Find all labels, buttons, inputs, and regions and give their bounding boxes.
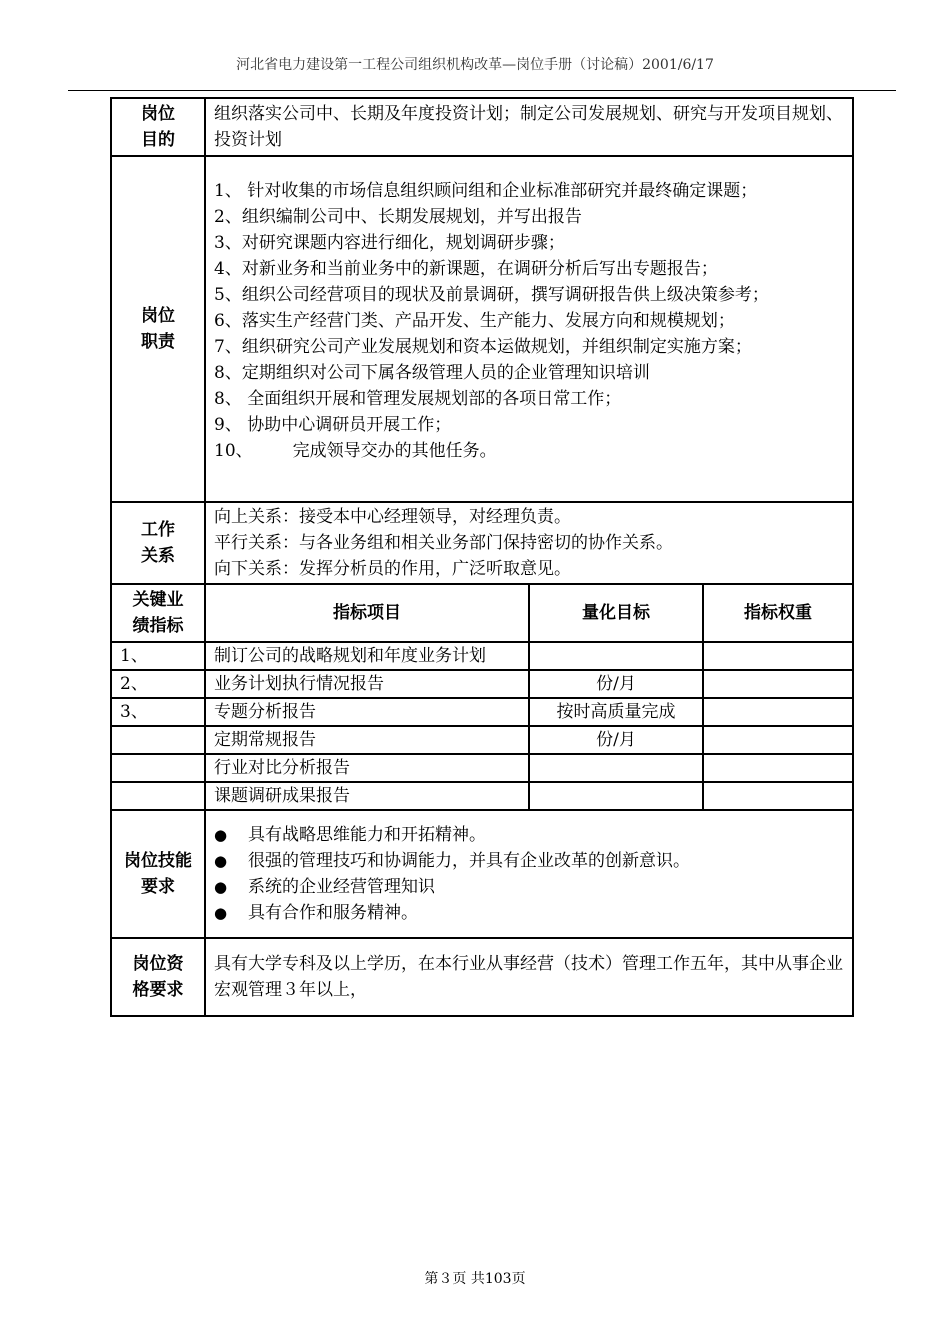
kpi-no: 2、 [111, 670, 205, 698]
qualification-text: 具有大学专科及以上学历，在本行业从事经营（技术）管理工作五年，其中从事企业宏观管理３年以上， [205, 938, 853, 1016]
kpi-target: 按时高质量完成 [529, 698, 703, 726]
skills-list [205, 810, 853, 938]
kpi-weight [703, 642, 853, 670]
duty-item: 8、 全面组织开展和管理发展规划部的各项日常工作； [214, 389, 622, 409]
duties-row [111, 156, 853, 502]
kpi-weight [703, 754, 853, 782]
kpi-header-weight: 指标权重 [703, 584, 853, 642]
duty-item: 1、 针对收集的市场信息组织顾问组和企业标准部研究并最终确定课题； [214, 181, 758, 201]
relation-down: 向下关系：发挥分析员的作用，广泛听取意见。 [214, 559, 571, 579]
duty-item: 10、 完成领导交办的其他任务。 [214, 441, 497, 461]
purpose-row [111, 98, 853, 156]
kpi-header-item: 指标项目 [205, 584, 529, 642]
header-rule [68, 90, 896, 91]
kpi-target [529, 754, 703, 782]
relation-up: 向上关系：接受本中心经理领导，对经理负责。 [214, 507, 571, 527]
kpi-target: 份/月 [529, 726, 703, 754]
kpi-item: 课题调研成果报告 [205, 782, 529, 810]
kpi-no [111, 782, 205, 810]
kpi-item: 定期常规报告 [205, 726, 529, 754]
qualification-row [111, 938, 853, 1016]
kpi-row [111, 642, 853, 670]
kpi-no: 3、 [111, 698, 205, 726]
purpose-label: 岗位 目的 [111, 98, 205, 156]
kpi-item: 制订公司的战略规划和年度业务计划 [205, 642, 529, 670]
skills-row [111, 810, 853, 938]
relation-peer: 平行关系：与各业务组和相关业务部门保持密切的协作关系。 [214, 533, 673, 553]
skills-label: 岗位技能 要求 [111, 810, 205, 938]
job-description-table [110, 97, 854, 1017]
kpi-row [111, 754, 853, 782]
duty-item: 5、组织公司经营项目的现状及前景调研，撰写调研报告供上级决策参考； [214, 285, 769, 305]
purpose-text: 组织落实公司中、长期及年度投资计划；制定公司发展规划、研究与开发项目规划、投资计划 [205, 98, 853, 156]
kpi-row [111, 782, 853, 810]
kpi-no [111, 726, 205, 754]
kpi-label: 关键业 绩指标 [111, 584, 205, 642]
kpi-target [529, 782, 703, 810]
kpi-no [111, 754, 205, 782]
kpi-row [111, 670, 853, 698]
skill-item: ● 系统的企业经营管理知识 [214, 874, 844, 900]
skill-item: ● 具有合作和服务精神。 [214, 900, 844, 926]
relations-text [205, 502, 853, 584]
duty-item: 4、对新业务和当前业务中的新课题，在调研分析后写出专题报告； [214, 259, 718, 279]
page-footer: 第３页 共103页 [424, 1271, 526, 1287]
qualification-label: 岗位资 格要求 [111, 938, 205, 1016]
relations-label: 工作 关系 [111, 502, 205, 584]
kpi-header-row [111, 584, 853, 642]
kpi-no: 1、 [111, 642, 205, 670]
kpi-header-target: 量化目标 [529, 584, 703, 642]
kpi-row [111, 698, 853, 726]
duty-item: 9、 协助中心调研员开展工作； [214, 415, 452, 435]
skill-item: ● 具有战略思维能力和开拓精神。 [214, 822, 844, 848]
duty-item: 2、组织编制公司中、长期发展规划，并写出报告 [214, 207, 582, 227]
kpi-row [111, 726, 853, 754]
kpi-weight [703, 726, 853, 754]
duty-item: 7、组织研究公司产业发展规划和资本运做规划，并组织制定实施方案； [214, 337, 752, 357]
relations-row [111, 502, 853, 584]
kpi-weight [703, 670, 853, 698]
duties-list [205, 156, 853, 502]
duties-label: 岗位 职责 [111, 156, 205, 502]
kpi-item: 专题分析报告 [205, 698, 529, 726]
duty-item: 8、定期组织对公司下属各级管理人员的企业管理知识培训 [214, 363, 650, 383]
duty-item: 3、对研究课题内容进行细化，规划调研步骤； [214, 233, 565, 253]
kpi-item: 业务计划执行情况报告 [205, 670, 529, 698]
kpi-item: 行业对比分析报告 [205, 754, 529, 782]
kpi-weight [703, 698, 853, 726]
kpi-target: 份/月 [529, 670, 703, 698]
page-header: 河北省电力建设第一工程公司组织机构改革—岗位手册（讨论稿）2001/6/17 [236, 57, 714, 73]
kpi-target [529, 642, 703, 670]
duty-item: 6、落实生产经营门类、产品开发、生产能力、发展方向和规模规划； [214, 311, 735, 331]
kpi-weight [703, 782, 853, 810]
skill-item: ● 很强的管理技巧和协调能力，并具有企业改革的创新意识。 [214, 848, 844, 874]
